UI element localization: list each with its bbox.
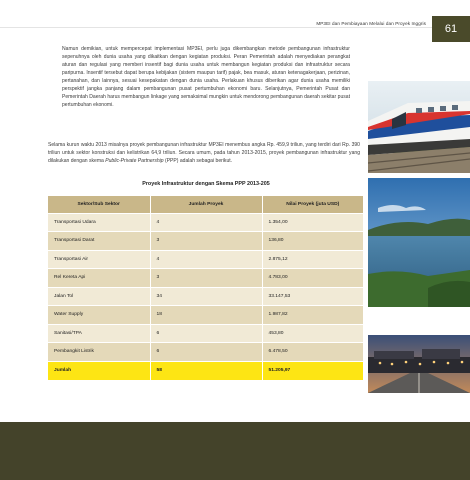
train-photo: [368, 81, 470, 173]
table-row: [48, 287, 364, 306]
cell-value: 453,80: [262, 324, 364, 343]
cell-value: 4.783,00: [262, 269, 364, 288]
cell-count: 3: [150, 269, 262, 288]
column-header-count: Jumlah Proyek: [150, 196, 262, 213]
cell-sector: Transportasi Air: [48, 250, 150, 269]
cell-count: 4: [150, 213, 262, 232]
running-title: MP3EI dan Pembiayaan Melalui dan Proyek Inggris: [316, 21, 426, 26]
cell-count: 4: [150, 250, 262, 269]
table-header-row: [48, 196, 364, 213]
body-text-italic: Public-Private Partnership: [105, 158, 164, 165]
body-text-start: Selama kurun waktu 2013 misalnya proyek pembangunan infrastruktur MP3EI menembus angka Rp. 459,9 triliun, yang terdiri dari Rp. 390 triliun untuk sektor konstruksi dan kelistrikan 64,9 triliun. Secara umum, pada tahun 2013-2015, proyek pembangunan infrastruktur yang dilakukan dengan skema: [48, 142, 360, 165]
column-header-value: Nilai Proyek (juta USD): [262, 196, 364, 213]
cell-value: 33.147,53: [262, 287, 364, 306]
cell-count: 6: [150, 324, 262, 343]
cell-value: 2.875,12: [262, 250, 364, 269]
total-value: 51.205,97: [262, 361, 364, 380]
cell-sector: Water Supply: [48, 306, 150, 325]
page-number: 61: [432, 16, 470, 42]
table-row: [48, 232, 364, 251]
cell-sector: Jalan Tol: [48, 287, 150, 306]
table-row: [48, 324, 364, 343]
table-row: [48, 343, 364, 362]
lake-photo: [368, 178, 470, 307]
cell-value: 1.987,82: [262, 306, 364, 325]
table-title: Proyek Infrastruktur dengan Skema PPP 2013-205: [142, 181, 270, 187]
cell-count: 34: [150, 287, 262, 306]
table-row: [48, 213, 364, 232]
cell-count: 6: [150, 343, 262, 362]
cell-value: 1.354,00: [262, 213, 364, 232]
cell-sector: Sanitasi/TPA: [48, 324, 150, 343]
intro-paragraph: Namun demikian, untuk mempercepat implementasi MP3EI, perlu juga dikembangkan metode pembangunan infrastruktur sepenuhnya oleh dunia usaha yang dikaitkan dengan kegiatan produksi. Peran Pemerintah adalah menyediakan perangkat aturan dan regulasi yang memberi insentif bagi dunia usaha untuk membangun kegiatan produksi dan infrastruktur secara paripurna. Insentif tersebut dapat berupa kebijakan (sistem maupun tarif) pajak, bea masuk, aturan ketenagakerjaan, perizinan, pertanahan, dan lainnya, sesuai kesepakatan dengan dunia usaha. Perlakuan khusus diberikan agar dunia usaha memiliki perspektif jangka panjang dalam pembangunan pusat pertumbuhan ekonomi baru. Selanjutnya, Pemerintah Pusat dan Pemerintah Daerah harus membangun linkage yang semaksimal mungkin untuk mendorong pembangunan daerah sekitar pusat pertumbuhan ekonomi.: [62, 46, 350, 109]
cell-sector: Rel Kereta Api: [48, 269, 150, 288]
cell-sector: Pembangkit Listrik: [48, 343, 150, 362]
header-rule: [0, 0, 432, 36]
cell-value: 136,80: [262, 232, 364, 251]
column-header-sector: Sektor/Sub Sektor: [48, 196, 150, 213]
footer-band: [0, 422, 470, 480]
ppp-project-table: [48, 196, 364, 380]
cell-sector: Transportasi Udara: [48, 213, 150, 232]
table-total-row: [48, 361, 364, 380]
total-count: 58: [150, 361, 262, 380]
body-paragraph: [48, 141, 360, 165]
table-row: [48, 269, 364, 288]
cell-value: 6.478,50: [262, 343, 364, 362]
cell-count: 3: [150, 232, 262, 251]
port-photo: [368, 335, 470, 393]
cell-sector: Transportasi Darat: [48, 232, 150, 251]
table-row: [48, 250, 364, 269]
cell-count: 18: [150, 306, 262, 325]
total-label: Jumlah: [48, 361, 150, 380]
body-text-end: (PPP) adalah sebagai berikut.: [163, 158, 233, 165]
table-row: [48, 306, 364, 325]
